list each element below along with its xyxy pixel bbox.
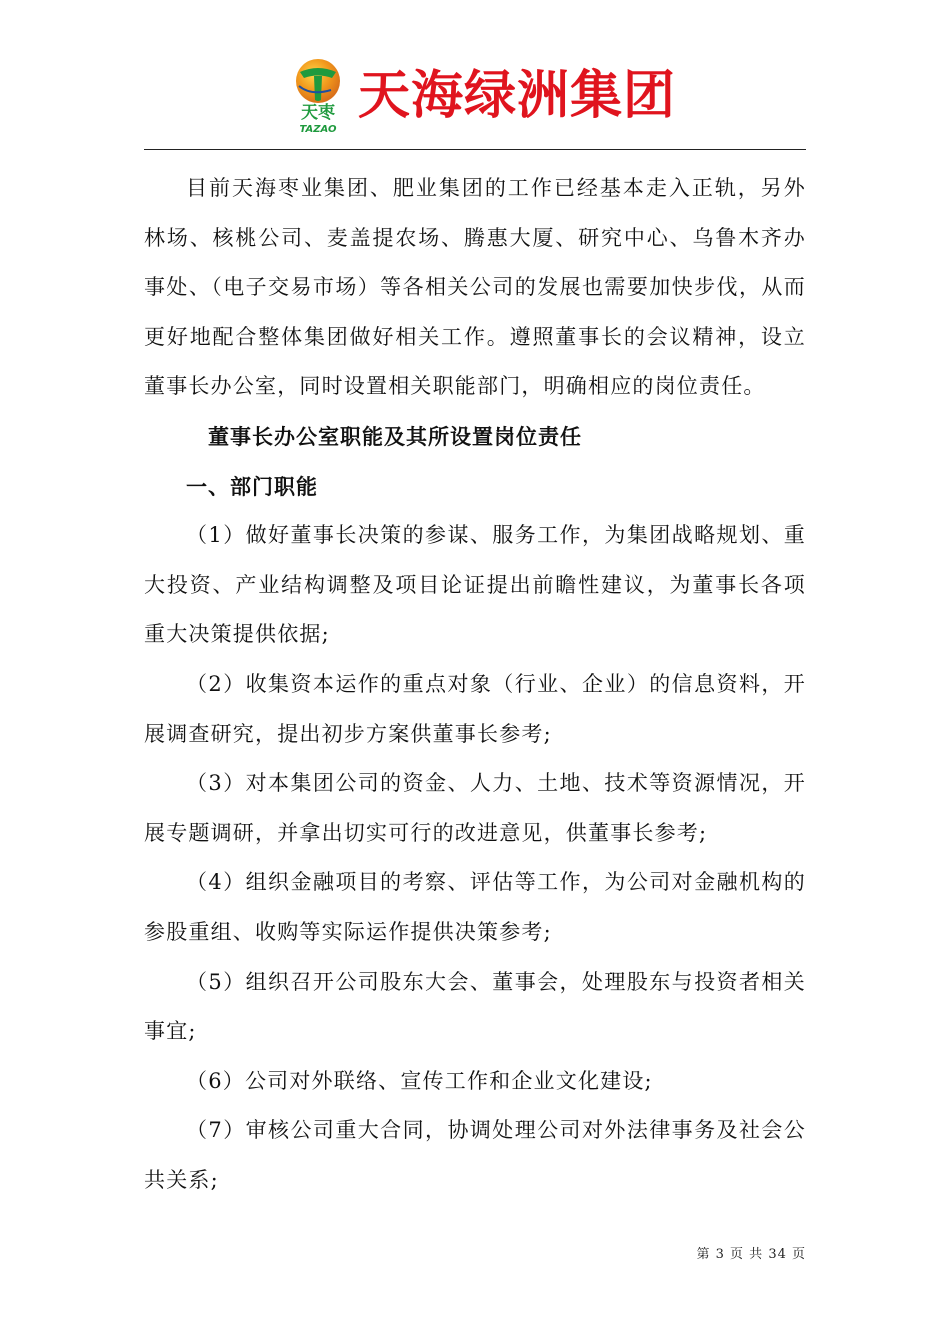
company-name: 天海绿洲集团 <box>358 66 677 126</box>
list-item: （7）审核公司重大合同，协调处理公司对外法律事务及社会公共关系; <box>144 1118 806 1192</box>
tianzao-logo-icon <box>291 56 345 136</box>
list-item: （4）组织金融项目的考察、评估等工作，为公司对金融机构的参股重组、收购等实际运作提供决策参考; <box>144 870 806 944</box>
list-item: （5）组织召开公司股东大会、董事会，处理股东与投资者相关事宜; <box>144 969 806 1044</box>
header-divider <box>144 149 806 150</box>
list-item: （3）对本集团公司的资金、人力、土地、技术等资源情况，开展专题调研，并拿出切实可行的改进意见，供董事长参考; <box>144 771 806 845</box>
logo-brand-en: TAZAO <box>299 124 337 135</box>
section-heading: 一、部门职能 <box>186 473 318 499</box>
logo-t-stem <box>314 76 322 101</box>
intro-paragraph: 目前天海枣业集团、肥业集团的工作已经基本走入正轨，另外林场、核桃公司、麦盖提农场、腾惠大厦、研究中心、乌鲁木齐办事处、（电子交易市场）等各相关公司的发展也需要加快步伐，从而更好地配合整体集团做好相关工作。遵照董事长的会议精神，设立董事长办公室，同时设置相关职能部门，明确相应的岗位责任。 <box>144 176 806 399</box>
document-title: 董事长办公室职能及其所设置岗位责任 <box>208 423 582 449</box>
page-number: 第 3 页 共 34 页 <box>696 1247 806 1262</box>
document-body <box>144 164 806 1205</box>
list-item: （1）做好董事长决策的参谋、服务工作，为集团战略规划、重大投资、产业结构调整及项目论证提出前瞻性建议，为董事长各项重大决策提供依据; <box>144 523 806 647</box>
logo-brand-cn: 天枣 <box>301 103 335 123</box>
list-item: （2）收集资本运作的重点对象（行业、企业）的信息资料，开展调查研究，提出初步方案供董事长参考; <box>144 671 806 746</box>
list-item: （6）公司对外联络、宣传工作和企业文化建设; <box>186 1068 653 1093</box>
page-header <box>0 48 950 138</box>
